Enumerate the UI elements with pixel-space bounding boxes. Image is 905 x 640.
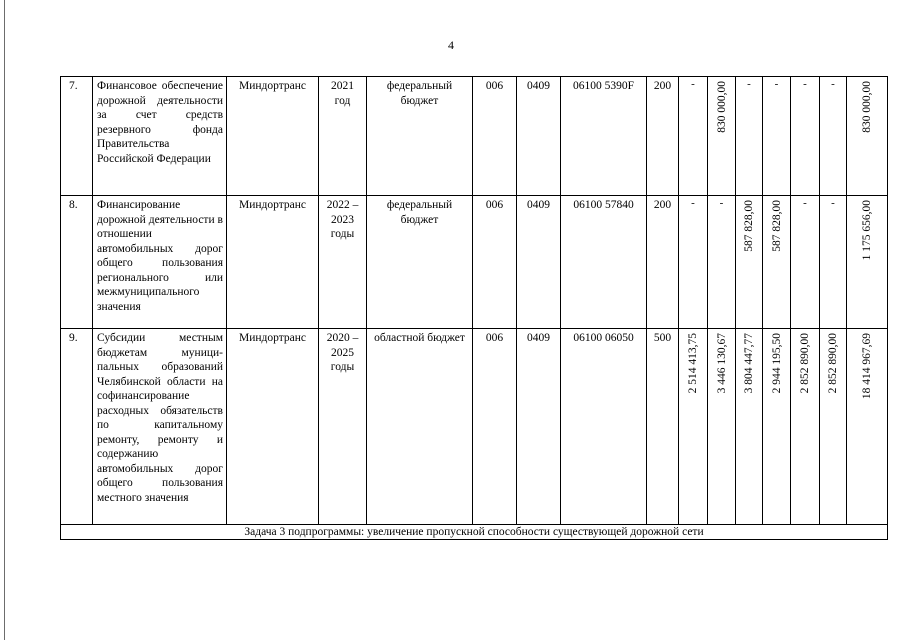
rzpr-code: 0409 <box>517 329 561 525</box>
page-number: 4 <box>448 38 454 52</box>
executor: Миндортранс <box>227 329 319 525</box>
funding-source: областной бюджет <box>367 329 473 525</box>
year-value-2023: 2 944 195,50 <box>763 329 791 525</box>
funding-source: федеральный бюджет <box>367 77 473 196</box>
year-value-2020: 2 514 413,75 <box>679 329 708 525</box>
executor: Миндортранс <box>227 77 319 196</box>
vr-code: 500 <box>647 329 679 525</box>
task-row <box>61 525 888 540</box>
csr-code: 06100 5390F <box>561 77 647 196</box>
period: 2021 год <box>319 77 367 196</box>
total-value: 1 175 656,00 <box>847 196 888 329</box>
row-number: 7. <box>61 77 93 196</box>
year-value-2024: - <box>791 196 820 329</box>
funding-source: федеральный бюджет <box>367 196 473 329</box>
total-value: 830 000,00 <box>847 77 888 196</box>
year-value-2024: - <box>791 77 820 196</box>
grbs-code: 006 <box>473 196 517 329</box>
year-value-2022: 3 804 447,77 <box>736 329 763 525</box>
year-value-2023: 587 828,00 <box>763 196 791 329</box>
vr-code: 200 <box>647 196 679 329</box>
vr-code: 200 <box>647 77 679 196</box>
grbs-code: 006 <box>473 329 517 525</box>
year-value-2023: - <box>763 77 791 196</box>
year-value-2021: 3 446 130,67 <box>708 329 736 525</box>
measure-name: Субсидии местным бюджетам муници-пальных образований Челябинской области на софинансирование расходных обязательств по капитальному ремонту, ремонту и содержанию автомобильных дорог общего пользования местного значения <box>93 329 227 525</box>
program-table <box>60 76 888 540</box>
measure-name: Финансовое обеспечение дорожной деятельности за счет средств резервного фонда Правительства Российской Федерации <box>93 77 227 196</box>
csr-code: 06100 57840 <box>561 196 647 329</box>
task-heading: Задача 3 подпрограммы: увеличение пропускной способности существующей дорожной сети <box>61 525 888 540</box>
year-value-2021: - <box>708 196 736 329</box>
year-value-2021: 830 000,00 <box>708 77 736 196</box>
rzpr-code: 0409 <box>517 77 561 196</box>
year-value-2022: - <box>736 77 763 196</box>
table-row <box>61 329 888 525</box>
grbs-code: 006 <box>473 77 517 196</box>
measure-name: Финансирование дорожной деятельности в отношении автомобильных дорог общего пользования регионального или межмуниципального значения <box>93 196 227 329</box>
year-value-2025: 2 852 890,00 <box>820 329 847 525</box>
period: 2020 – 2025 годы <box>319 329 367 525</box>
total-value: 18 414 967,69 <box>847 329 888 525</box>
year-value-2025: - <box>820 77 847 196</box>
period: 2022 – 2023 годы <box>319 196 367 329</box>
row-number: 9. <box>61 329 93 525</box>
table-row <box>61 196 888 329</box>
rzpr-code: 0409 <box>517 196 561 329</box>
page-edge-line <box>4 0 5 640</box>
year-value-2020: - <box>679 196 708 329</box>
executor: Миндортранс <box>227 196 319 329</box>
year-value-2024: 2 852 890,00 <box>791 329 820 525</box>
year-value-2020: - <box>679 77 708 196</box>
year-value-2025: - <box>820 196 847 329</box>
year-value-2022: 587 828,00 <box>736 196 763 329</box>
table-row <box>61 77 888 196</box>
csr-code: 06100 06050 <box>561 329 647 525</box>
row-number: 8. <box>61 196 93 329</box>
